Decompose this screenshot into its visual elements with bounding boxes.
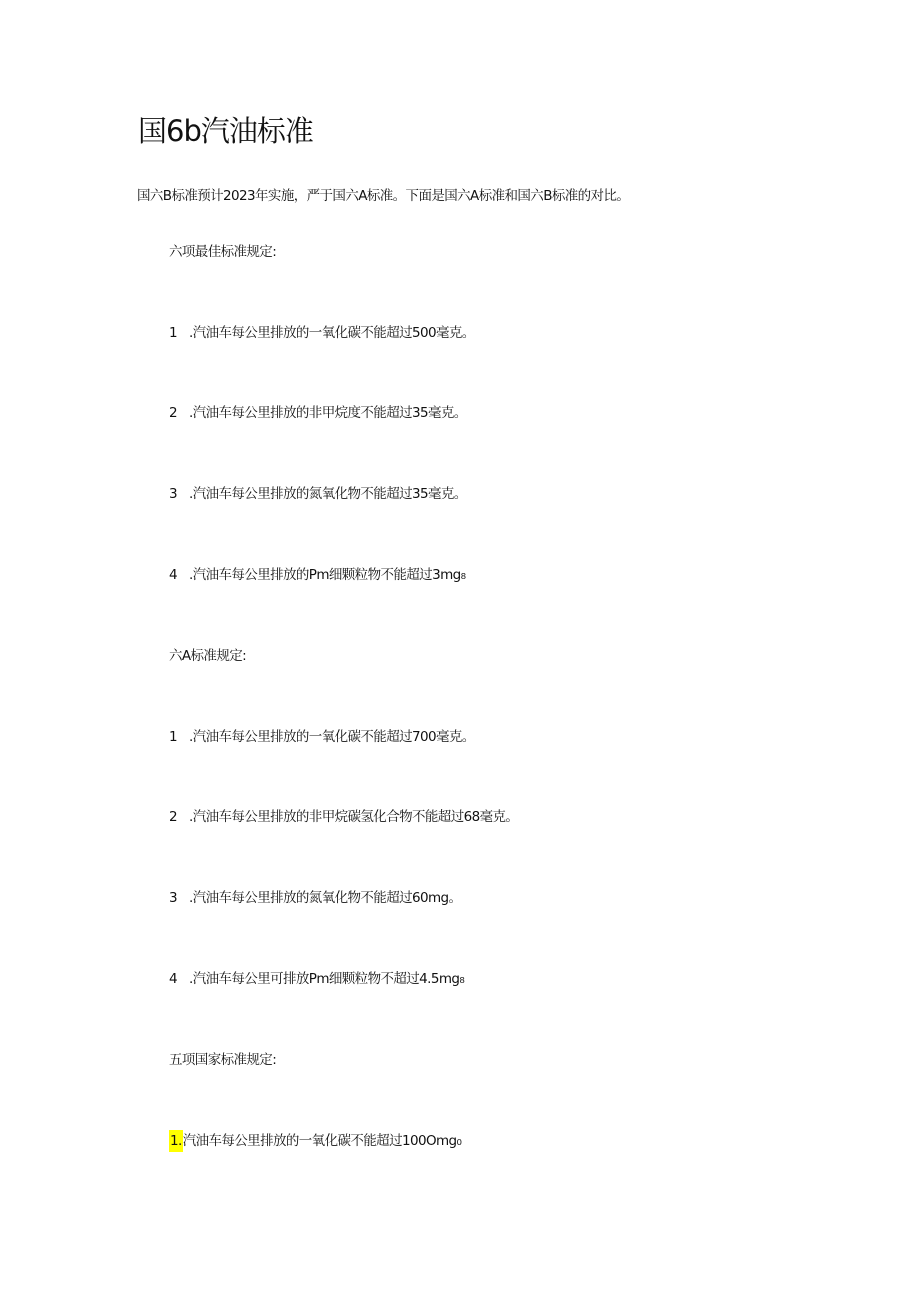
item-text: .汽油车每公里排放的氮氧化物不能超过60mg。 (189, 890, 462, 906)
list-item (169, 727, 475, 747)
item-number: 1 (169, 729, 177, 745)
item-number: 4 (169, 971, 177, 987)
item-text: .汽油车每公里排放的氮氧化物不能超过35毫克。 (189, 486, 467, 502)
list-item (169, 403, 467, 423)
item-number: 2 (169, 809, 177, 825)
section-heading-five-national: 五项国家标准规定: (169, 1052, 277, 1068)
item-text: 汽油车每公里排放的一氧化碳不能超过100Omg₀ (182, 1133, 462, 1149)
list-item (169, 484, 467, 504)
intro-paragraph: 国六B标准预计2023年实施，严于国六A标准。下面是国六A标准和国六B标准的对比。 (137, 188, 630, 204)
list-item (169, 565, 465, 585)
highlighted-item-number: 1. (169, 1130, 183, 1152)
section-heading-six-best: 六项最佳标准规定: (169, 244, 277, 260)
item-text: .汽油车每公里可排放Pm细颗粒物不超过4.5mg₈ (189, 971, 465, 987)
item-text: .汽油车每公里排放的一氧化碳不能超过500毫克。 (189, 325, 475, 341)
list-item (169, 807, 518, 827)
list-item (169, 1131, 461, 1151)
item-number: 3 (169, 486, 177, 502)
item-number: 1 (169, 325, 177, 341)
item-text: .汽油车每公里排放的非甲烷度不能超过35毫克。 (189, 405, 467, 421)
item-number: 3 (169, 890, 177, 906)
item-text: .汽油车每公里排放的Pm细颗粒物不能超过3mg₈ (189, 567, 466, 583)
item-number: 4 (169, 567, 177, 583)
item-text: .汽油车每公里排放的非甲烷碳氢化合物不能超过68毫克。 (189, 809, 519, 825)
list-item (169, 323, 475, 343)
list-item (169, 888, 461, 908)
item-text: .汽油车每公里排放的一氧化碳不能超过700毫克。 (189, 729, 475, 745)
document-title: 国6b汽油标准 (138, 114, 313, 148)
section-heading-six-a: 六A标准规定: (169, 648, 247, 664)
item-number: 2 (169, 405, 177, 421)
list-item (169, 969, 464, 989)
